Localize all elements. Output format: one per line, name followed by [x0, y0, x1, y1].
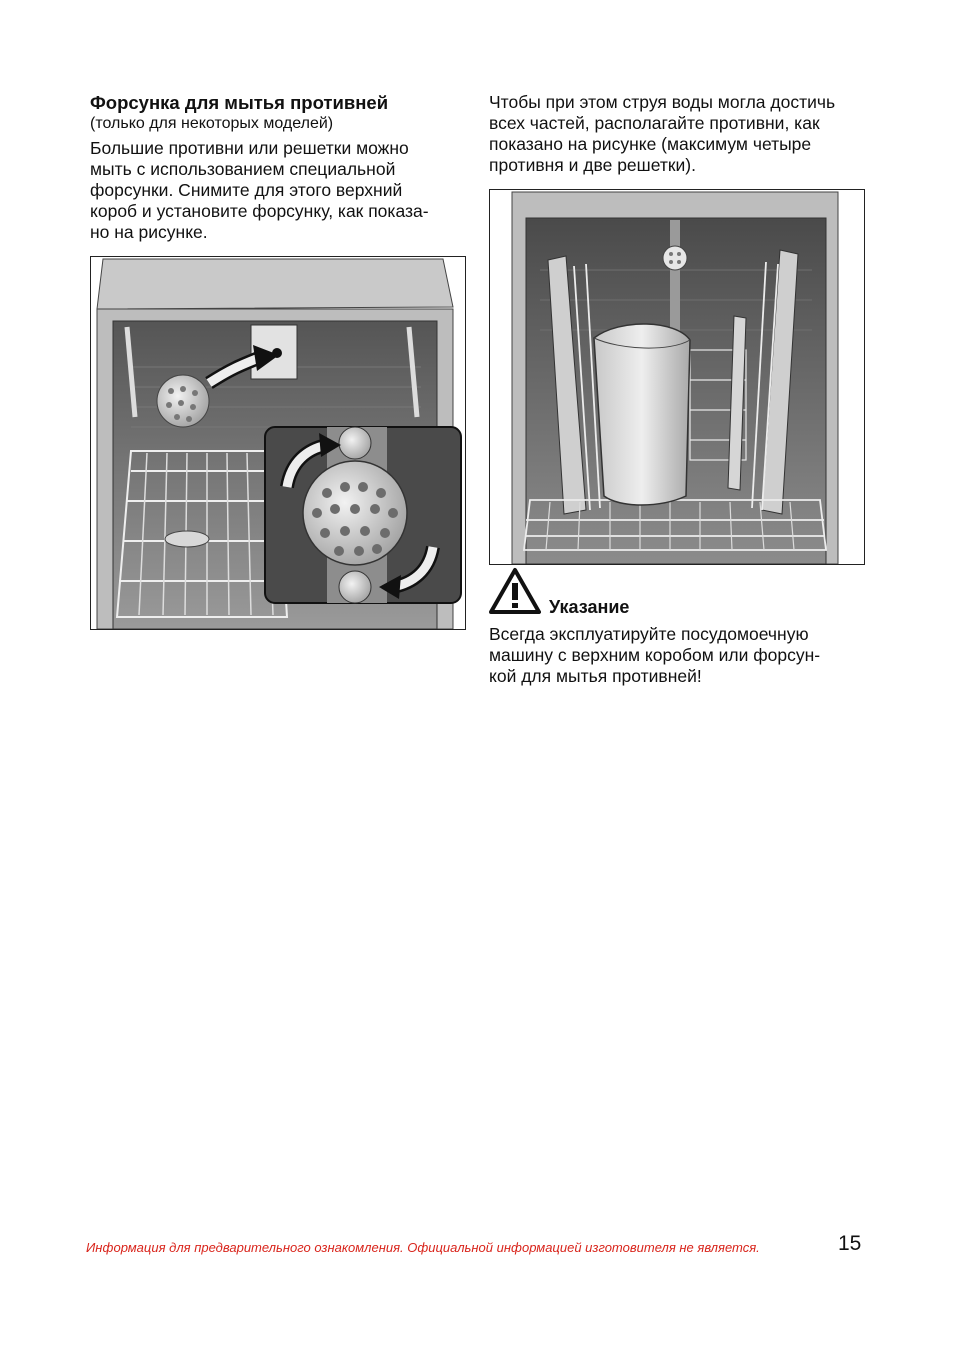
right-paragraph — [489, 92, 865, 176]
paragraph-line: форсунки. Снимите для этого верхний — [90, 180, 403, 200]
section-heading: Форсунка для мытья противней — [90, 92, 389, 113]
nozzle-installation-illustration — [90, 256, 466, 630]
paragraph-line: Большие противни или решетки можно — [90, 138, 409, 158]
notice-text — [489, 624, 865, 687]
paragraph-line: но на рисунке. — [90, 222, 208, 242]
notice-header — [489, 570, 865, 620]
paragraph-line: Чтобы при этом струя воды могла достичь — [489, 92, 836, 112]
left-paragraph — [90, 138, 466, 243]
paragraph-line: показано на рисунке (максимум четыре — [489, 134, 812, 154]
paragraph-line: машину с верхним коробом или форсун- — [489, 645, 821, 665]
paragraph-line: противня и две решетки). — [489, 155, 696, 175]
page-number: 15 — [838, 1232, 862, 1255]
right-column — [489, 92, 865, 176]
notice-block — [489, 570, 865, 687]
notice-title: Указание — [549, 597, 630, 617]
warning-triangle-icon — [489, 567, 541, 620]
paragraph-line: кой для мытья противней! — [489, 666, 702, 686]
left-column — [90, 92, 466, 243]
tray-placement-illustration — [489, 189, 865, 565]
paragraph-line: Всегда эксплуатируйте посудомоечную — [489, 624, 809, 644]
paragraph-line: короб и установите форсунку, как показа- — [90, 201, 429, 221]
preview-disclaimer: Информация для предварительного ознакомления. Официальной информацией изготовителя не является. — [86, 1240, 760, 1255]
section-subheading: (только для некоторых моделей) — [90, 115, 334, 132]
paragraph-line: мыть с использованием специальной — [90, 159, 396, 179]
paragraph-line: всех частей, располагайте противни, как — [489, 113, 820, 133]
